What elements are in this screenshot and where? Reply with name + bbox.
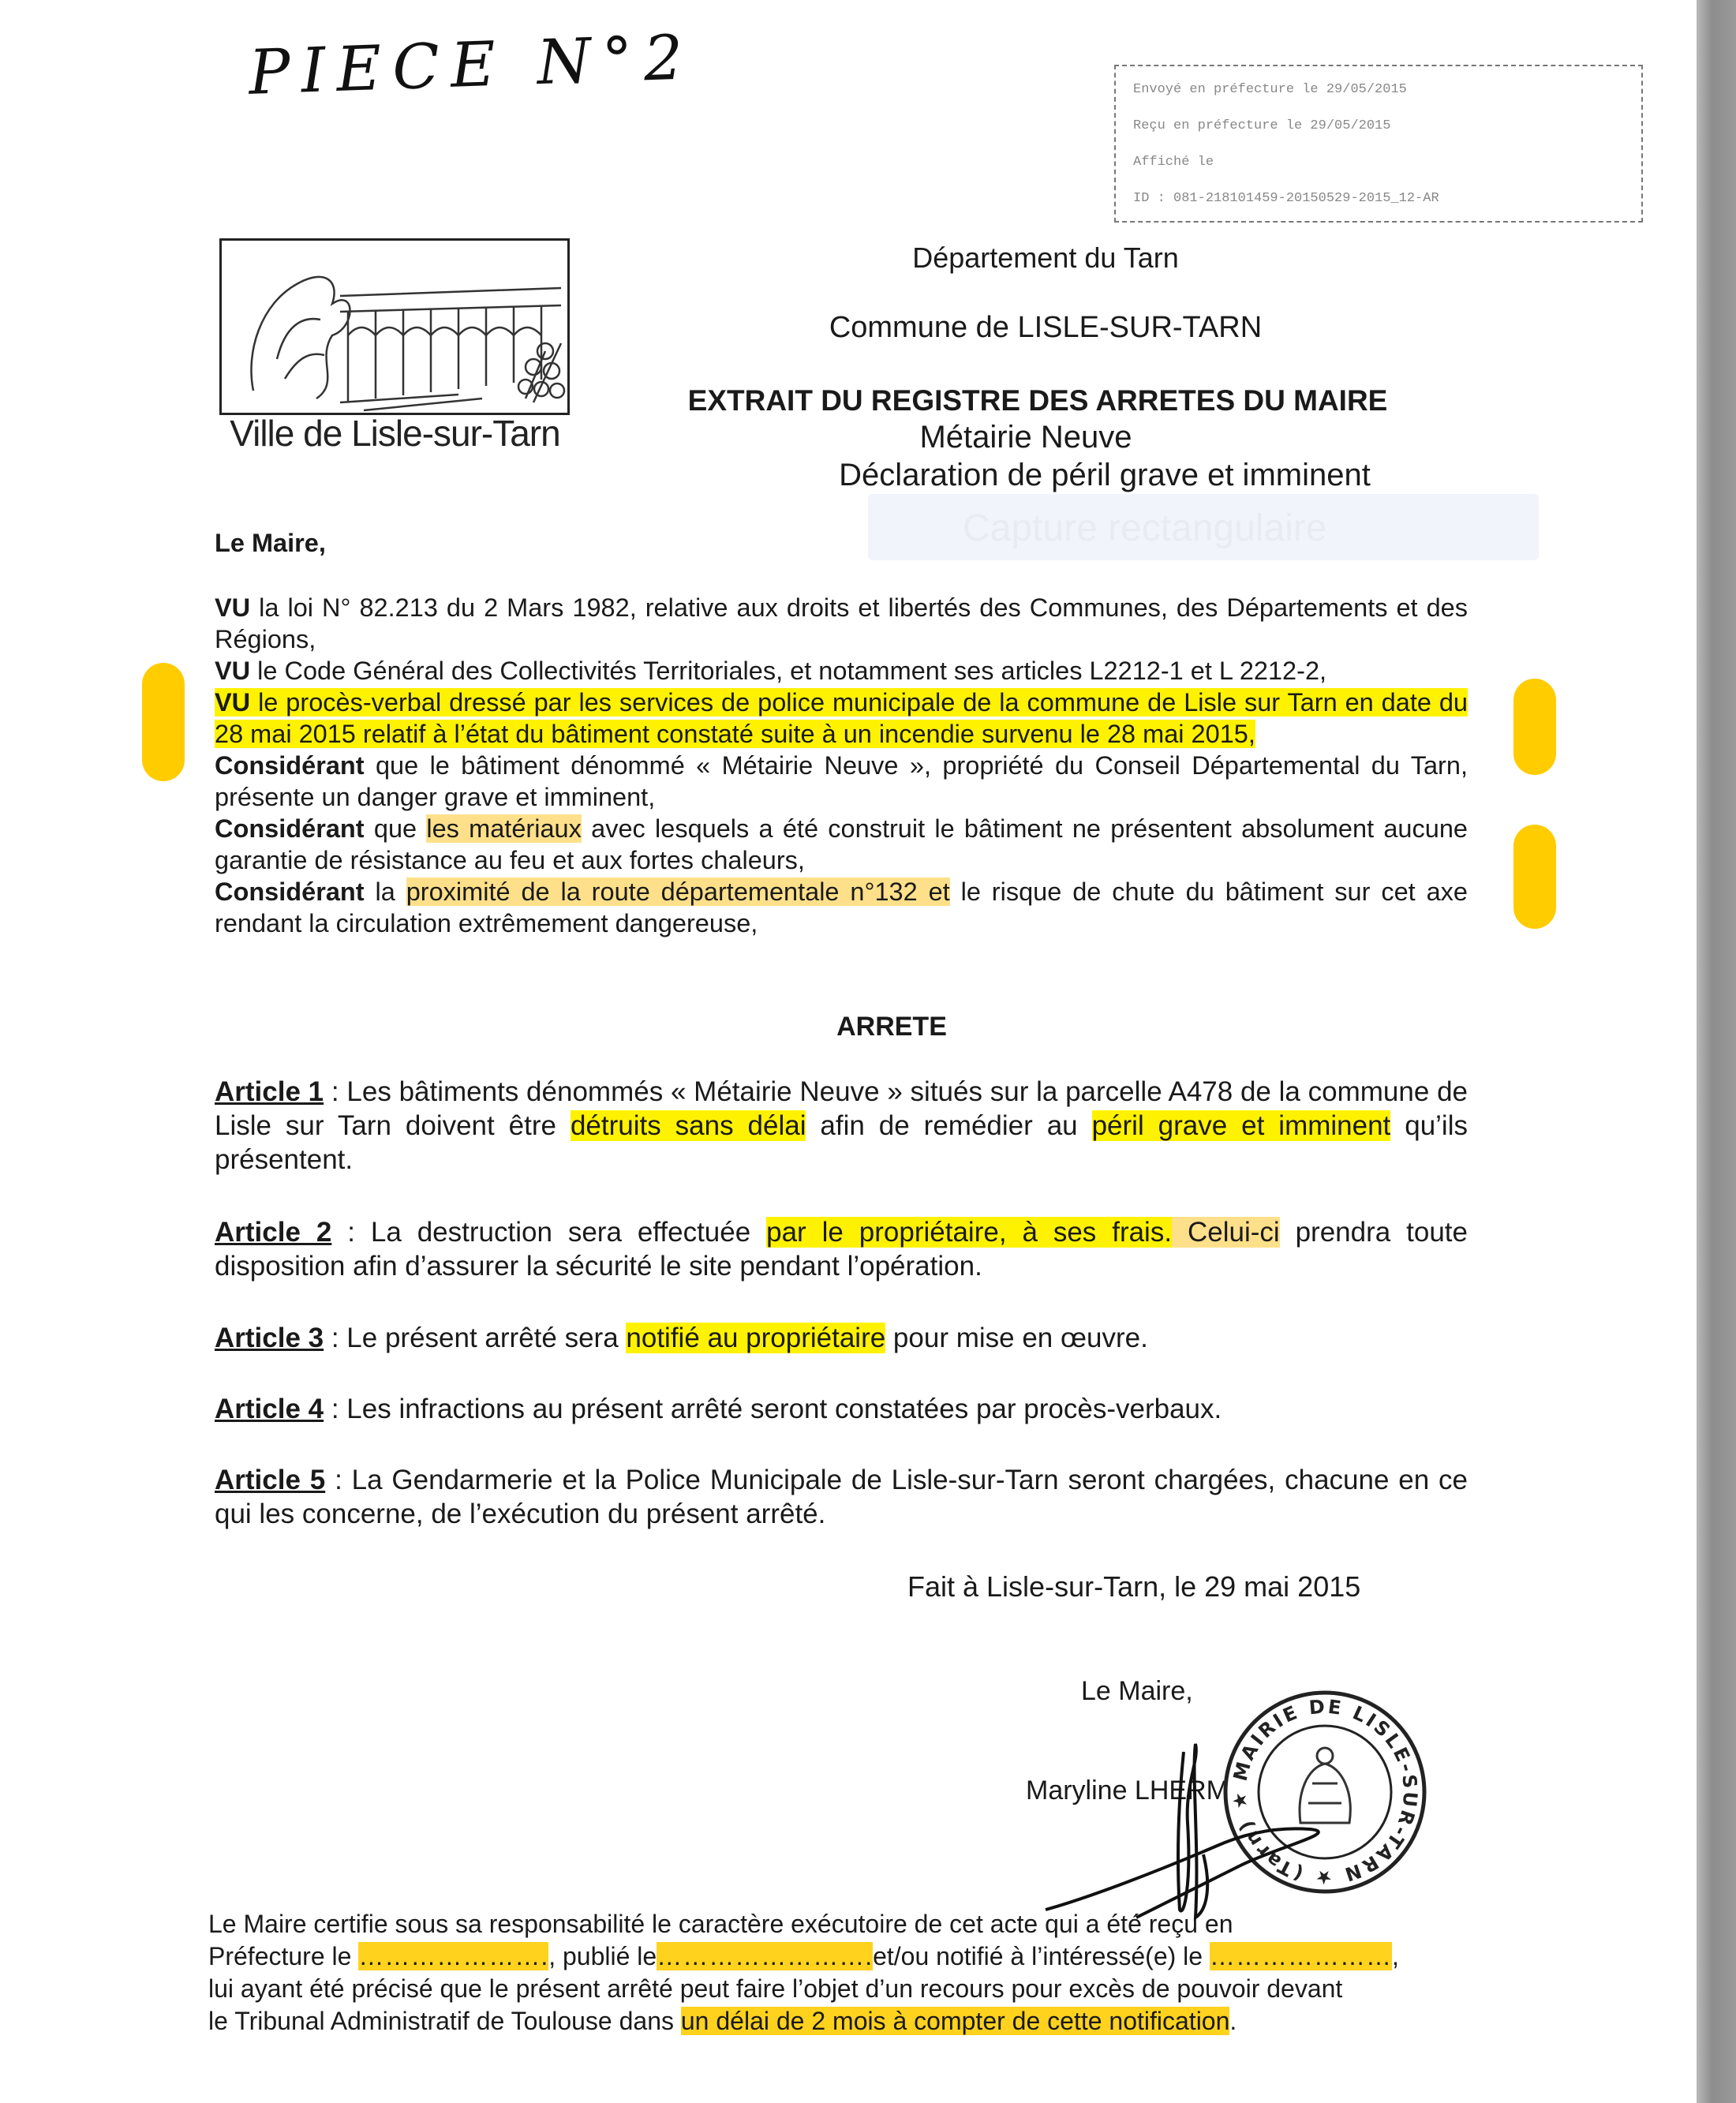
article-3-text-a: : Le présent arrêté sera [324,1323,627,1353]
certification-line-2 [208,1940,1465,1973]
certification-tribunal-text: le Tribunal Administratif de Toulouse dans [208,2007,681,2035]
article-2 [215,1215,1468,1283]
handwritten-annotation: PIECE N°2 [247,22,695,109]
margin-marker-right-2 [1513,825,1556,929]
vu-pv-highlight [215,688,1468,748]
article-3 [215,1321,1468,1355]
vu-loi-paragraph [215,592,1468,655]
considerant-materiaux-paragraph [215,813,1468,876]
certification-prefecture-label: Préfecture le [208,1942,359,1970]
article-1-text-b: afin de remédier au [806,1110,1092,1141]
article-3-label: Article 3 [215,1323,324,1353]
article-4-text: : Les infractions au présent arrêté seront constatées par procès-verbaux. [324,1394,1222,1424]
vu-code-paragraph [215,655,1468,687]
town-logo-drawing [222,241,567,413]
appeal-deadline-highlight: un délai de 2 mois à compter de cette notification [680,2007,1230,2035]
article-5-label: Article 5 [215,1465,326,1495]
arrete-heading: ARRETE [836,1012,947,1042]
department-title: Département du Tarn [912,241,1179,274]
certification-line-3: lui ayant été précisé que le présent arrêté peut faire l’objet d’un recours pour excès de pouvoir devant [208,1974,1343,2003]
town-logo [219,238,570,415]
signatory-title: Le Maire, [1081,1676,1193,1706]
commune-title: Commune de LISLE-SUR-TARN [829,311,1263,344]
vu-code-text: le Code Général des Collectivités Territoriales, et notamment ses articles L2212-1 et L 2212-2, [250,657,1327,685]
vu-pv-paragraph [215,687,1468,750]
stamp-line-received: Reçu en préfecture le 29/05/2015 [1133,118,1391,133]
certification-line-4-end: . [1229,2007,1237,2035]
article-4 [215,1392,1468,1426]
margin-marker-right-1 [1513,679,1556,775]
considerant-label: Considérant [215,751,365,780]
article-2-text-b: prendra toute disposition afin d’assurer la sécurité le site pendant l’opération. [215,1217,1468,1282]
place-and-date: Fait à Lisle-sur-Tarn, le 29 mai 2015 [907,1570,1361,1603]
certification-publie-label: , publié le [548,1942,657,1970]
article-2-text-a: : La destruction sera effectuée [331,1217,767,1248]
considerant-danger-paragraph [215,750,1468,813]
notification-date-blank: ………………… [1209,1942,1392,1970]
opening-salutation: Le Maire, [215,529,326,557]
article-1 [215,1075,1468,1177]
certification-paragraph [208,1908,1465,2038]
article-2-highlight-celui: Celui-ci [1172,1217,1280,1248]
prefecture-stamp [1114,65,1643,223]
article-1-text-a: : Les bâtiments dénommés « Métairie Neuve » situés sur la parcelle A478 de la commune de Lisle sur Tarn doivent être [215,1076,1468,1141]
article-5 [215,1463,1468,1531]
lieu-title: Métairie Neuve [919,420,1132,455]
vu-pv-text: le procès-verbal dressé par les services de police municipale de la commune de Lisle sur Tarn en date du 28 mai 2015 relatif à l’état du bâtiment constaté suite à un incendie survenu le 28 mai 2015, [215,688,1468,748]
considerant-label: Considérant [215,814,365,843]
article-1-highlight-destruction: détruits sans délai [570,1110,806,1141]
registre-title: EXTRAIT DU REGISTRE DES ARRETES DU MAIRE [687,384,1388,417]
article-2-label: Article 2 [215,1217,332,1248]
svg-text:MAIRIE DE LISLE-SUR-TARN ★ (Ta: MAIRIE DE LISLE-SUR-TARN ★ (Tarn) ★ [1228,1695,1422,1889]
article-1-text-c: qu’ils présentent. [215,1110,1468,1175]
article-3-text-b: pour mise en œuvre. [885,1323,1148,1353]
certification-line-4 [208,2005,1465,2038]
vu-loi-text: la loi N° 82.213 du 2 Mars 1982, relative aux droits et libertés des Communes, des Départements et des Régions, [215,593,1468,653]
considerant-label: Considérant [215,877,365,906]
page-edge-shadow [1697,0,1736,2103]
considerant-route-text-a: la [364,877,406,906]
article-2-highlight-owner: par le propriétaire, à ses frais. [766,1217,1173,1248]
route-highlight: proximité de la route départementale n°132 et [406,877,950,906]
stamp-line-id: ID : 081-218101459-20150529-2015_12-AR [1133,191,1439,206]
mayor-signature [1042,1728,1373,1933]
stamp-line-posted: Affiché le [1133,155,1214,170]
publication-date-blank: ……………………. [657,1942,874,1970]
considerant-materiaux-text-b: avec lesquels a été construit le bâtiment ne présentent absolument aucune garantie de résistance au feu et aux fortes chaleurs, [215,814,1468,874]
objet-title: Déclaration de péril grave et imminent [839,458,1371,492]
prefecture-date-blank: …………………. [358,1942,549,1970]
preamble [215,527,1468,939]
certification-line-1: Le Maire certifie sous sa responsabilité le caractère exécutoire de cet acte qui a été reçu en [208,1910,1233,1938]
vu-label: VU [215,593,251,622]
vu-label: VU [215,657,251,685]
signatory-name: Maryline LHERM [1026,1776,1229,1806]
considerant-danger-text: que le bâtiment dénommé « Métairie Neuve », propriété du Conseil Départemental du Tarn, présente un danger grave et imminent, [215,751,1468,811]
considerant-route-paragraph [215,876,1468,939]
materiaux-highlight: les matériaux [426,814,582,843]
article-4-label: Article 4 [215,1394,324,1424]
article-1-highlight-peril: péril grave et imminent [1091,1110,1391,1141]
article-3-highlight: notifié au propriétaire [626,1323,886,1353]
certification-notifie-label: et/ou notifié à l’intéressé(e) le [873,1942,1210,1970]
considerant-materiaux-text-a: que [364,814,427,843]
logo-caption: Ville de Lisle-sur-Tarn [230,413,560,454]
stamp-line-sent: Envoyé en préfecture le 29/05/2015 [1133,82,1407,97]
margin-marker-left [142,663,185,781]
certification-line-2-end: , [1391,1942,1399,1970]
considerant-route-text-b: le risque de chute du bâtiment sur cet axe rendant la circulation extrêmement dangereuse, [215,877,1468,937]
article-1-label: Article 1 [215,1076,324,1107]
vu-label: VU [215,688,251,717]
capture-tool-label: Capture rectangulaire [963,507,1327,549]
article-5-text: : La Gendarmerie et la Police Municipale de Lisle-sur-Tarn seront chargées, chacune en ce qui les concerne, de l’exécution du présent arrêté. [215,1465,1468,1529]
